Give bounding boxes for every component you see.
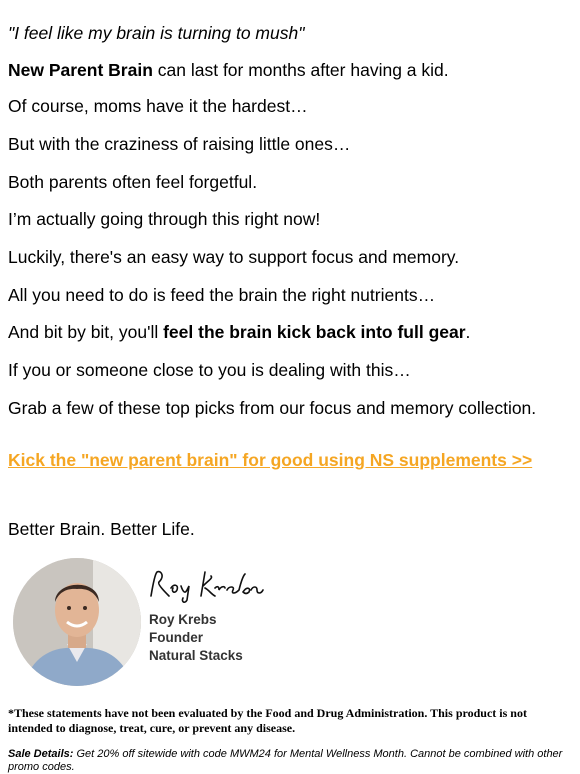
handwritten-signature bbox=[147, 566, 267, 613]
bold-phrase: feel the brain kick back into full gear bbox=[163, 322, 466, 342]
paragraph-easy-way: Luckily, there's an easy way to support focus and memory. bbox=[8, 247, 460, 267]
paragraph-text: . bbox=[465, 322, 471, 342]
tagline: Better Brain. Better Life. bbox=[8, 519, 195, 539]
quote-text: "I feel like my brain is turning to mush" bbox=[8, 23, 305, 43]
paragraph-new-parent-brain bbox=[8, 59, 449, 81]
paragraph-craziness: But with the craziness of raising little ones… bbox=[8, 134, 351, 154]
sale-details bbox=[8, 748, 574, 774]
paragraph-going-through: I’m actually going through this right now! bbox=[8, 209, 321, 229]
sale-label: Sale Details: bbox=[8, 748, 74, 760]
paragraph-top-picks: Grab a few of these top picks from our focus and memory collection. bbox=[8, 398, 537, 418]
cta-link[interactable]: Kick the "new parent brain" for good using NS supplements >> bbox=[8, 450, 533, 470]
signature-name: Roy Krebs bbox=[149, 612, 217, 627]
paragraph-text: And bit by bit, you'll bbox=[8, 322, 164, 342]
paragraph-moms: Of course, moms have it the hardest… bbox=[8, 96, 308, 116]
signature-block bbox=[13, 558, 273, 688]
paragraph-nutrients: All you need to do is feed the brain the right nutrients… bbox=[8, 285, 436, 305]
fda-disclaimer: *These statements have not been evaluated by the Food and Drug Administration. This product is not intended to diagnose, treat, cure, or prevent any disease. bbox=[8, 706, 527, 735]
signature-icon bbox=[147, 566, 267, 606]
paragraph-text: can last for months after having a kid. bbox=[152, 60, 449, 80]
paragraph-forgetful: Both parents often feel forgetful. bbox=[8, 172, 258, 192]
sale-text: Get 20% off sitewide with code MWM24 for Mental Wellness Month. Cannot be combined with other promo codes. bbox=[8, 748, 563, 773]
founder-photo-icon bbox=[13, 558, 141, 686]
paragraph-someone-close: If you or someone close to you is dealing with this… bbox=[8, 360, 411, 380]
avatar bbox=[13, 558, 141, 686]
signature-title: Founder bbox=[149, 630, 203, 645]
signature-company: Natural Stacks bbox=[149, 648, 243, 663]
bold-phrase: New Parent Brain bbox=[8, 60, 153, 80]
paragraph-full-gear bbox=[8, 321, 470, 343]
